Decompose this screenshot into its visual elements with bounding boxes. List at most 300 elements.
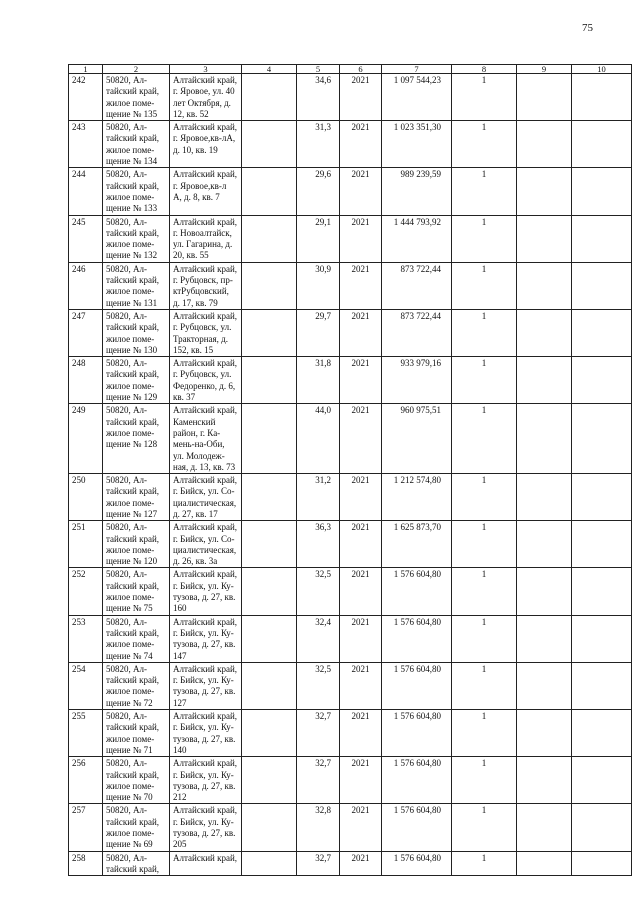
object-name-cell-text: 50820, Ал- тайский край, жилое поме- щение № 133	[106, 169, 160, 214]
row-number-cell	[69, 521, 103, 568]
object-name-cell-text: 50820, Ал- тайский край, жилое поме- щение № 127	[106, 475, 160, 519]
table-row	[69, 710, 632, 757]
column-header: 2	[103, 65, 170, 74]
table-row	[69, 615, 632, 662]
quantity-cell	[452, 710, 517, 757]
cost-cell-text: 1 444 793,92	[393, 216, 441, 227]
year-cell	[340, 710, 382, 757]
row-number-cell-text: 244	[72, 169, 86, 180]
column-4-cell	[242, 474, 297, 521]
row-number-cell	[69, 168, 103, 215]
area-cell-text: 34,6	[315, 75, 331, 85]
cost-cell-text: 933 979,16	[400, 358, 441, 369]
quantity-cell	[452, 404, 517, 474]
area-cell-text: 32,5	[315, 663, 331, 674]
object-name-cell	[103, 168, 170, 215]
year-cell-text: 2021	[351, 805, 370, 816]
area-cell	[297, 168, 340, 215]
column-9-cell	[517, 74, 572, 121]
quantity-cell	[452, 804, 517, 851]
column-4-cell	[242, 568, 297, 615]
quantity-cell	[452, 615, 517, 662]
cost-cell-text: 1 576 604,80	[393, 663, 441, 674]
row-number-cell-text: 253	[72, 616, 86, 627]
object-name-cell	[103, 309, 170, 356]
object-name-cell	[103, 404, 170, 474]
table-row	[69, 804, 632, 851]
year-cell	[340, 474, 382, 521]
year-cell	[340, 309, 382, 356]
row-number-cell	[69, 757, 103, 804]
column-9-cell	[517, 615, 572, 662]
row-number-cell-text: 242	[72, 75, 86, 85]
column-header: 6	[340, 65, 382, 74]
year-cell-text: 2021	[351, 616, 370, 627]
quantity-cell	[452, 262, 517, 309]
address-cell	[170, 710, 242, 757]
address-cell-text: Алтайский край, г. Бийск, ул. Ку- тузова, д. 27, кв. 160	[173, 569, 238, 614]
table-row	[69, 521, 632, 568]
object-name-cell-text: 50820, Ал- тайский край, жилое поме- щение № 128	[106, 405, 160, 450]
quantity-cell-text: 1	[481, 169, 487, 180]
cost-cell	[382, 662, 452, 709]
row-number-cell	[69, 74, 103, 121]
address-cell	[170, 757, 242, 804]
area-cell-text: 31,2	[315, 475, 331, 486]
object-name-cell-text: 50820, Ал- тайский край, жилое поме- щение № 69	[106, 805, 160, 850]
column-9-cell	[517, 309, 572, 356]
area-cell-text: 29,7	[315, 310, 331, 321]
cost-cell-text: 1 576 604,80	[393, 711, 441, 722]
row-number-cell-text: 258	[72, 852, 86, 863]
object-name-cell	[103, 568, 170, 615]
address-cell	[170, 357, 242, 404]
row-number-cell-text: 251	[72, 522, 86, 533]
row-number-cell	[69, 851, 103, 876]
quantity-cell-text: 1	[481, 805, 487, 816]
area-cell	[297, 121, 340, 168]
quantity-cell	[452, 168, 517, 215]
column-10-cell	[572, 215, 632, 262]
column-header: 3	[170, 65, 242, 74]
address-cell	[170, 262, 242, 309]
address-cell-text: Алтайский край, г. Бийск, ул. Ку- тузова, д. 27, кв. 127	[173, 663, 238, 708]
object-name-cell-text: 50820, Ал- тайский край, жилое поме- щение № 134	[106, 122, 160, 167]
area-cell	[297, 662, 340, 709]
row-number-cell-text: 250	[72, 475, 86, 486]
row-number-cell	[69, 309, 103, 356]
address-cell-text: Алтайский край, г. Яровое,кв-лА, д. 10, кв. 19	[173, 122, 238, 155]
quantity-cell-text: 1	[481, 405, 487, 416]
table-row	[69, 121, 632, 168]
cost-cell-text: 1 576 604,80	[393, 616, 441, 627]
area-cell	[297, 851, 340, 876]
quantity-cell-text: 1	[481, 616, 487, 627]
quantity-cell	[452, 757, 517, 804]
table-row	[69, 357, 632, 404]
cost-cell-text: 989 239,59	[400, 169, 441, 180]
column-10-cell	[572, 804, 632, 851]
object-name-cell-text: 50820, Ал- тайский край, жилое поме- щение № 132	[106, 216, 160, 261]
area-cell-text: 32,7	[315, 711, 331, 722]
column-4-cell	[242, 74, 297, 121]
row-number-cell	[69, 474, 103, 521]
address-cell-text: Алтайский край, г. Бийск, ул. Со- циалистическая, д. 27, кв. 17	[173, 475, 238, 519]
address-cell	[170, 851, 242, 876]
cost-cell	[382, 404, 452, 474]
column-10-cell	[572, 168, 632, 215]
year-cell	[340, 804, 382, 851]
address-cell	[170, 662, 242, 709]
column-9-cell	[517, 757, 572, 804]
column-9-cell	[517, 357, 572, 404]
address-cell	[170, 474, 242, 521]
address-cell	[170, 168, 242, 215]
year-cell-text: 2021	[351, 663, 370, 674]
page-number: 75	[582, 22, 593, 34]
column-4-cell	[242, 168, 297, 215]
cost-cell	[382, 851, 452, 876]
address-cell-text: Алтайский край, г. Яровое, ул. 40 лет Октября, д. 12, кв. 52	[173, 75, 238, 119]
column-10-cell	[572, 521, 632, 568]
area-cell	[297, 568, 340, 615]
column-4-cell	[242, 615, 297, 662]
column-10-cell	[572, 757, 632, 804]
column-4-cell	[242, 804, 297, 851]
cost-cell-text: 1 625 873,70	[393, 522, 441, 533]
cost-cell	[382, 710, 452, 757]
column-4-cell	[242, 404, 297, 474]
quantity-cell-text: 1	[481, 522, 487, 533]
cost-cell-text: 873 722,44	[400, 263, 441, 274]
column-header: 10	[572, 65, 632, 74]
cost-cell-text: 1 212 574,80	[393, 475, 441, 486]
year-cell-text: 2021	[351, 711, 370, 722]
year-cell-text: 2021	[351, 758, 370, 769]
column-header: 8	[452, 65, 517, 74]
column-10-cell	[572, 710, 632, 757]
row-number-cell-text: 257	[72, 805, 86, 816]
column-header: 5	[297, 65, 340, 74]
object-name-cell	[103, 851, 170, 876]
address-cell-text: Алтайский край, г. Рубцовск, ул. Федоренко, д. 6, кв. 37	[173, 358, 238, 403]
quantity-cell-text: 1	[481, 216, 487, 227]
row-number-cell	[69, 262, 103, 309]
year-cell	[340, 568, 382, 615]
column-9-cell	[517, 404, 572, 474]
address-cell	[170, 74, 242, 121]
address-cell-text: Алтайский край,	[173, 852, 238, 863]
column-9-cell	[517, 568, 572, 615]
object-name-cell-text: 50820, Ал- тайский край,	[106, 852, 160, 874]
object-name-cell	[103, 710, 170, 757]
year-cell	[340, 757, 382, 804]
object-name-cell-text: 50820, Ал- тайский край, жилое поме- щение № 135	[106, 75, 160, 119]
address-cell-text: Алтайский край, г. Бийск, ул. Со- циалистическая, д. 26, кв. 3а	[173, 522, 238, 567]
quantity-cell-text: 1	[481, 263, 487, 274]
quantity-cell	[452, 121, 517, 168]
column-4-cell	[242, 309, 297, 356]
column-header: 7	[382, 65, 452, 74]
address-cell-text: Алтайский край, г. Рубцовск, ул. Тракторная, д. 152, кв. 15	[173, 310, 238, 355]
quantity-cell-text: 1	[481, 711, 487, 722]
table-row	[69, 74, 632, 121]
row-number-cell-text: 254	[72, 663, 86, 674]
quantity-cell	[452, 568, 517, 615]
address-cell-text: Алтайский край, г. Рубцовск, пр- ктРубцовский, д. 17, кв. 79	[173, 263, 238, 308]
area-cell-text: 32,7	[315, 852, 331, 863]
cost-cell-text: 1 576 604,80	[393, 758, 441, 769]
column-10-cell	[572, 74, 632, 121]
row-number-cell-text: 255	[72, 711, 86, 722]
table-row	[69, 215, 632, 262]
row-number-cell-text: 252	[72, 569, 86, 580]
quantity-cell	[452, 662, 517, 709]
object-name-cell-text: 50820, Ал- тайский край, жилое поме- щение № 131	[106, 263, 160, 308]
quantity-cell	[452, 357, 517, 404]
quantity-cell-text: 1	[481, 358, 487, 369]
row-number-cell	[69, 121, 103, 168]
year-cell	[340, 74, 382, 121]
header-row	[69, 65, 632, 74]
area-cell	[297, 357, 340, 404]
object-name-cell	[103, 804, 170, 851]
property-table	[68, 64, 632, 876]
year-cell-text: 2021	[351, 358, 370, 369]
column-header: 9	[517, 65, 572, 74]
table-row	[69, 474, 632, 521]
area-cell-text: 30,9	[315, 263, 331, 274]
quantity-cell	[452, 309, 517, 356]
column-4-cell	[242, 121, 297, 168]
quantity-cell-text: 1	[481, 475, 487, 486]
year-cell-text: 2021	[351, 569, 370, 580]
year-cell-text: 2021	[351, 405, 370, 416]
column-9-cell	[517, 851, 572, 876]
address-cell-text: Алтайский край, г. Бийск, ул. Ку- тузова, д. 27, кв. 147	[173, 616, 238, 661]
column-9-cell	[517, 710, 572, 757]
cost-cell	[382, 262, 452, 309]
year-cell	[340, 521, 382, 568]
year-cell-text: 2021	[351, 216, 370, 227]
cost-cell-text: 1 576 604,80	[393, 805, 441, 816]
year-cell	[340, 168, 382, 215]
table-row	[69, 757, 632, 804]
quantity-cell-text: 1	[481, 310, 487, 321]
row-number-cell	[69, 615, 103, 662]
cost-cell	[382, 474, 452, 521]
address-cell-text: Алтайский край, Каменский район, г. Ка- мень-на-Оби, ул. Молодеж- ная, д. 13, кв. 73	[173, 405, 238, 472]
quantity-cell-text: 1	[481, 569, 487, 580]
cost-cell	[382, 121, 452, 168]
area-cell-text: 31,3	[315, 122, 331, 133]
area-cell	[297, 404, 340, 474]
cost-cell-text: 1 023 351,30	[393, 122, 441, 133]
cost-cell-text: 1 097 544,23	[393, 75, 441, 85]
table-row	[69, 662, 632, 709]
address-cell-text: Алтайский край, г. Новоалтайск, ул. Гагарина, д. 20, кв. 55	[173, 216, 238, 261]
address-cell	[170, 521, 242, 568]
area-cell	[297, 615, 340, 662]
row-number-cell	[69, 804, 103, 851]
year-cell	[340, 357, 382, 404]
area-cell-text: 32,4	[315, 616, 331, 627]
object-name-cell	[103, 215, 170, 262]
quantity-cell	[452, 474, 517, 521]
year-cell-text: 2021	[351, 475, 370, 486]
column-9-cell	[517, 262, 572, 309]
area-cell-text: 44,0	[315, 405, 331, 416]
area-cell	[297, 74, 340, 121]
column-4-cell	[242, 710, 297, 757]
table-row	[69, 309, 632, 356]
object-name-cell	[103, 662, 170, 709]
column-10-cell	[572, 474, 632, 521]
object-name-cell-text: 50820, Ал- тайский край, жилое поме- щение № 120	[106, 522, 160, 567]
quantity-cell-text: 1	[481, 758, 487, 769]
address-cell	[170, 121, 242, 168]
column-9-cell	[517, 215, 572, 262]
column-4-cell	[242, 851, 297, 876]
object-name-cell-text: 50820, Ал- тайский край, жилое поме- щение № 74	[106, 616, 160, 661]
year-cell	[340, 215, 382, 262]
object-name-cell	[103, 262, 170, 309]
row-number-cell-text: 247	[72, 310, 86, 321]
row-number-cell	[69, 568, 103, 615]
year-cell-text: 2021	[351, 75, 370, 85]
area-cell-text: 32,5	[315, 569, 331, 580]
area-cell	[297, 804, 340, 851]
year-cell	[340, 262, 382, 309]
area-cell	[297, 521, 340, 568]
object-name-cell	[103, 615, 170, 662]
cost-cell	[382, 757, 452, 804]
object-name-cell	[103, 521, 170, 568]
object-name-cell-text: 50820, Ал- тайский край, жилое поме- щение № 71	[106, 711, 160, 755]
cost-cell	[382, 615, 452, 662]
column-9-cell	[517, 121, 572, 168]
address-cell-text: Алтайский край, г. Бийск, ул. Ку- тузова, д. 27, кв. 140	[173, 711, 238, 755]
cost-cell	[382, 168, 452, 215]
quantity-cell	[452, 521, 517, 568]
area-cell-text: 29,1	[315, 216, 331, 227]
quantity-cell	[452, 215, 517, 262]
address-cell	[170, 568, 242, 615]
address-cell-text: Алтайский край, г. Бийск, ул. Ку- тузова, д. 27, кв. 205	[173, 805, 238, 850]
column-9-cell	[517, 662, 572, 709]
area-cell-text: 29,6	[315, 169, 331, 180]
column-10-cell	[572, 662, 632, 709]
row-number-cell-text: 248	[72, 358, 86, 369]
row-number-cell-text: 256	[72, 758, 86, 769]
row-number-cell	[69, 357, 103, 404]
year-cell-text: 2021	[351, 169, 370, 180]
area-cell-text: 32,8	[315, 805, 331, 816]
column-10-cell	[572, 568, 632, 615]
area-cell-text: 32,7	[315, 758, 331, 769]
table-row	[69, 568, 632, 615]
column-10-cell	[572, 615, 632, 662]
object-name-cell	[103, 357, 170, 404]
object-name-cell-text: 50820, Ал- тайский край, жилое поме- щение № 70	[106, 758, 160, 803]
cost-cell	[382, 74, 452, 121]
quantity-cell-text: 1	[481, 75, 487, 85]
area-cell-text: 31,8	[315, 358, 331, 369]
object-name-cell	[103, 121, 170, 168]
quantity-cell-text: 1	[481, 122, 487, 133]
quantity-cell-text: 1	[481, 663, 487, 674]
column-4-cell	[242, 215, 297, 262]
year-cell-text: 2021	[351, 522, 370, 533]
column-header: 4	[242, 65, 297, 74]
address-cell	[170, 309, 242, 356]
area-cell	[297, 309, 340, 356]
year-cell	[340, 662, 382, 709]
cost-cell-text: 960 975,51	[400, 405, 441, 416]
column-4-cell	[242, 662, 297, 709]
area-cell	[297, 474, 340, 521]
column-9-cell	[517, 521, 572, 568]
row-number-cell-text: 249	[72, 405, 86, 416]
year-cell-text: 2021	[351, 263, 370, 274]
year-cell-text: 2021	[351, 310, 370, 321]
row-number-cell	[69, 215, 103, 262]
column-10-cell	[572, 309, 632, 356]
area-cell	[297, 262, 340, 309]
column-4-cell	[242, 262, 297, 309]
area-cell	[297, 757, 340, 804]
column-10-cell	[572, 121, 632, 168]
column-4-cell	[242, 757, 297, 804]
cost-cell-text: 873 722,44	[400, 310, 441, 321]
row-number-cell-text: 246	[72, 263, 86, 274]
row-number-cell-text: 245	[72, 216, 86, 227]
year-cell	[340, 121, 382, 168]
address-cell-text: Алтайский край, г. Яровое,кв-л А, д. 8, кв. 7	[173, 169, 238, 202]
area-cell	[297, 215, 340, 262]
cost-cell	[382, 804, 452, 851]
table-row	[69, 262, 632, 309]
column-10-cell	[572, 851, 632, 876]
object-name-cell-text: 50820, Ал- тайский край, жилое поме- щение № 75	[106, 569, 160, 614]
column-4-cell	[242, 357, 297, 404]
column-4-cell	[242, 521, 297, 568]
table-row	[69, 404, 632, 474]
quantity-cell-text: 1	[481, 852, 487, 863]
row-number-cell	[69, 404, 103, 474]
year-cell-text: 2021	[351, 852, 370, 863]
row-number-cell	[69, 710, 103, 757]
address-cell-text: Алтайский край, г. Бийск, ул. Ку- тузова, д. 27, кв. 212	[173, 758, 238, 803]
cost-cell-text: 1 576 604,80	[393, 569, 441, 580]
object-name-cell-text: 50820, Ал- тайский край, жилое поме- щение № 129	[106, 358, 160, 403]
column-9-cell	[517, 474, 572, 521]
column-9-cell	[517, 168, 572, 215]
cost-cell-text: 1 576 604,80	[393, 852, 441, 863]
row-number-cell-text: 243	[72, 122, 86, 133]
year-cell	[340, 615, 382, 662]
area-cell	[297, 710, 340, 757]
address-cell	[170, 215, 242, 262]
column-9-cell	[517, 804, 572, 851]
object-name-cell-text: 50820, Ал- тайский край, жилое поме- щение № 130	[106, 310, 160, 355]
column-10-cell	[572, 357, 632, 404]
cost-cell	[382, 521, 452, 568]
table-row	[69, 168, 632, 215]
column-10-cell	[572, 404, 632, 474]
column-10-cell	[572, 262, 632, 309]
column-header: 1	[69, 65, 103, 74]
